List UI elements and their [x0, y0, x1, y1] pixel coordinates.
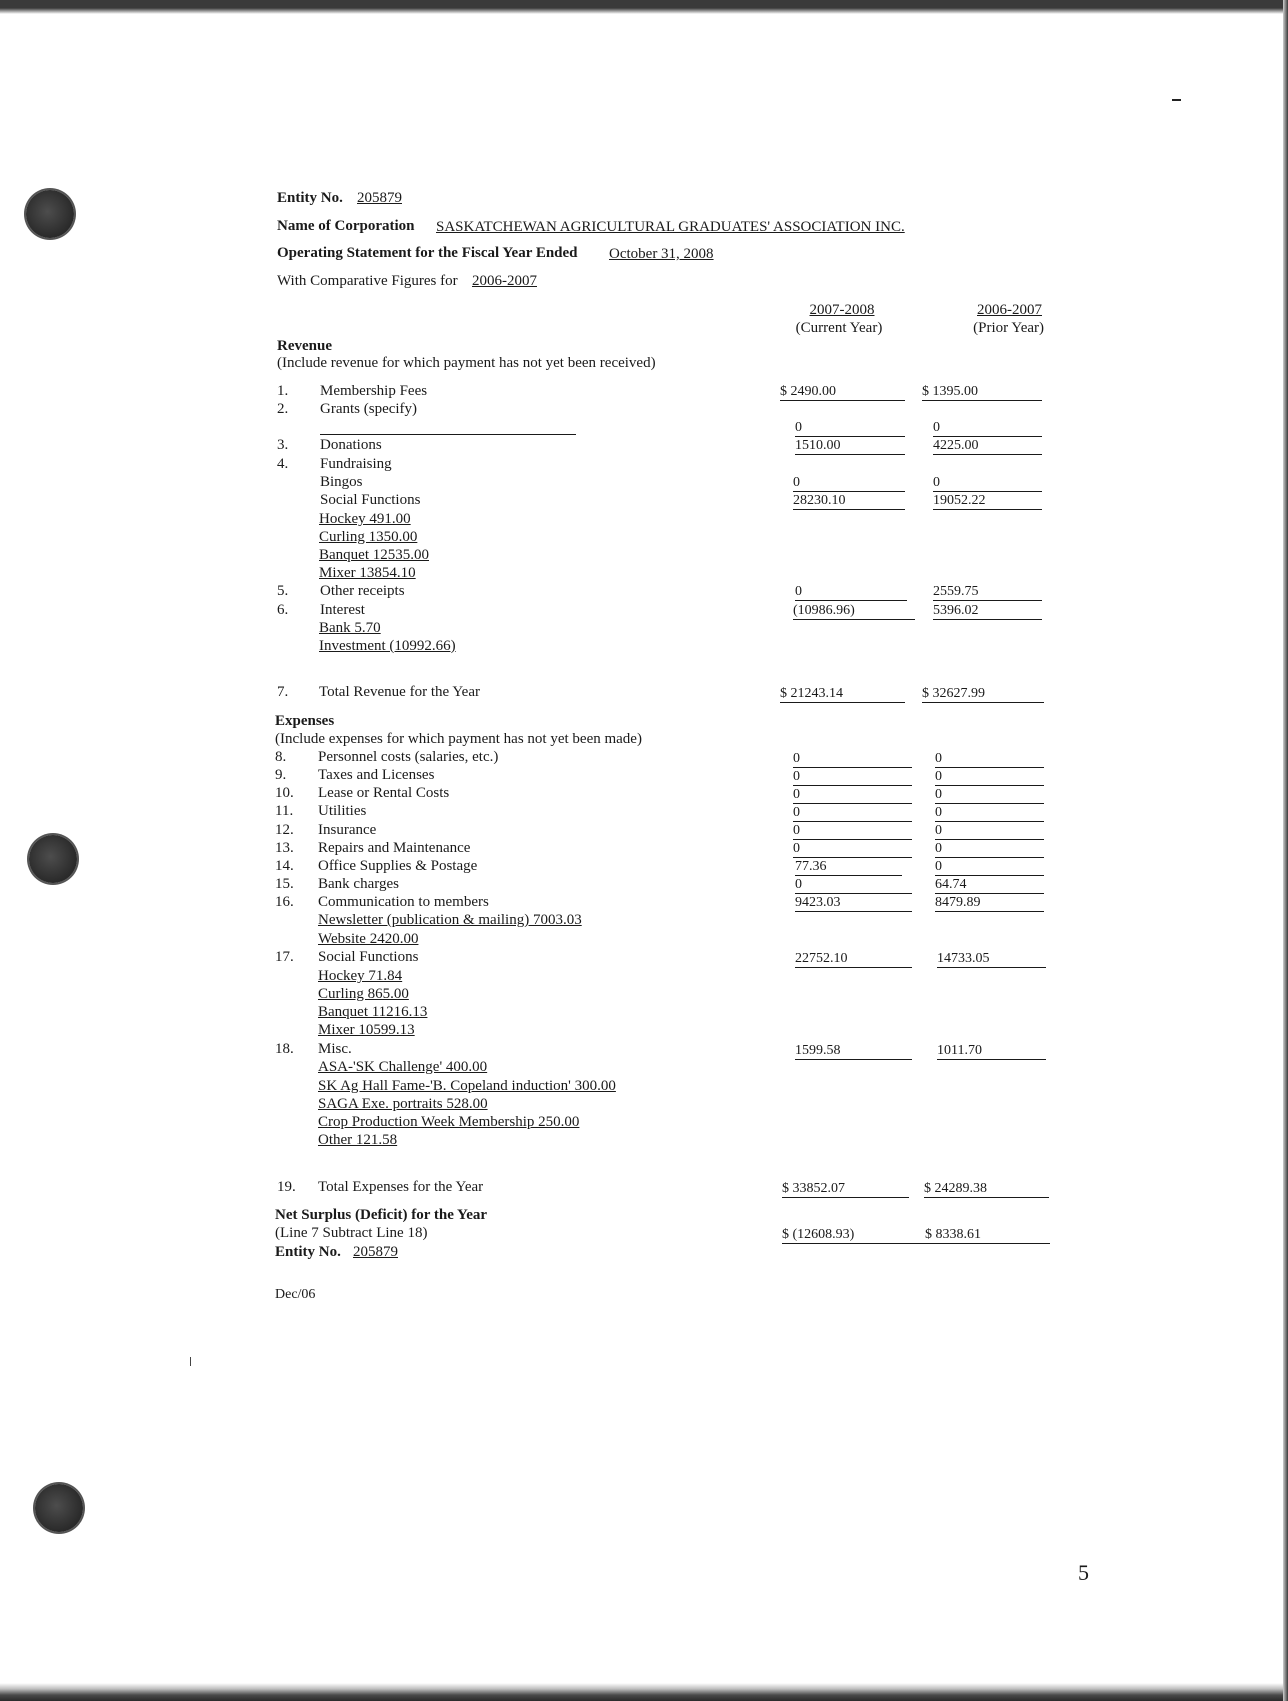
line-label: Office Supplies & Postage [318, 858, 478, 874]
entity-number: 205879 [357, 190, 402, 206]
scan-edge-right [1283, 0, 1288, 1701]
line-label: Bank charges [318, 876, 399, 892]
detail-item: SK Ag Hall Fame-'B. Copeland induction' 300.00 [318, 1078, 616, 1094]
prior-value: 0 [935, 840, 1044, 858]
current-value: 0 [793, 840, 912, 858]
current-value: 22752.10 [795, 950, 912, 968]
current-value: (10986.96) [793, 602, 915, 620]
current-value: 28230.10 [793, 492, 905, 510]
current-value: 9423.03 [795, 894, 912, 912]
fiscal-year-end: October 31, 2008 [609, 246, 714, 262]
entity-label: Entity No. [277, 190, 343, 206]
current-value: 77.36 [795, 858, 902, 876]
line-number: 6. [277, 602, 289, 618]
current-value: 0 [795, 419, 905, 437]
current-year-subheader: (Current Year) [795, 320, 883, 336]
detail-item: Bank 5.70 [319, 620, 381, 636]
revenue-note: (Include revenue for which payment has not yet been received) [277, 355, 656, 371]
detail-item: Hockey 71.84 [318, 968, 403, 984]
line-number: 7. [277, 684, 289, 700]
line-label: Other receipts [320, 583, 405, 599]
line-label: Lease or Rental Costs [318, 785, 450, 801]
line-label: Interest [320, 602, 365, 618]
line-label: Grants (specify) [320, 401, 418, 417]
footer-entity-number: 205879 [353, 1244, 398, 1260]
current-value: $ 2490.00 [780, 383, 905, 401]
line-label: Personnel costs (salaries, etc.) [318, 749, 499, 765]
prior-value: 8479.89 [935, 894, 1044, 912]
line-label: Utilities [318, 803, 367, 819]
prior-year-subheader: (Prior Year) [973, 320, 1044, 336]
punch-hole-bottom [35, 1484, 83, 1532]
line-label: Communication to members [318, 894, 489, 910]
current-value: 1510.00 [795, 437, 905, 455]
detail-item: Mixer 13854.10 [319, 565, 416, 581]
prior-value: 0 [935, 750, 1044, 768]
detail-item: Banquet 11216.13 [318, 1004, 428, 1020]
line-number: 14. [275, 858, 294, 874]
expenses-title: Expenses [275, 713, 335, 729]
line-number: 19. [277, 1179, 296, 1195]
detail-item: ASA-'SK Challenge' 400.00 [318, 1059, 488, 1075]
expenses-note: (Include expenses for which payment has not yet been made) [275, 731, 642, 747]
current-value: 0 [793, 768, 912, 786]
detail-item: Investment (10992.66) [319, 638, 456, 654]
line-label: Taxes and Licenses [318, 767, 435, 783]
current-value: 1599.58 [795, 1042, 912, 1060]
line-number: 16. [275, 894, 294, 910]
line-label: Misc. [318, 1041, 352, 1057]
line-number: 5. [277, 583, 289, 599]
comparative-years: 2006-2007 [472, 273, 537, 289]
detail-item: Hockey 491.00 [319, 511, 411, 527]
line-number: 8. [275, 749, 287, 765]
revenue-title: Revenue [277, 338, 332, 354]
prior-value: 0 [933, 474, 1042, 492]
line-number: 2. [277, 401, 289, 417]
detail-item: Crop Production Week Membership 250.00 [318, 1114, 580, 1130]
line-label: Social Functions [320, 492, 421, 508]
prior-value: 4225.00 [933, 437, 1042, 455]
line-number: 1. [277, 383, 289, 399]
punch-hole-middle [29, 835, 77, 883]
scan-edge-top [0, 0, 1288, 14]
prior-value: 0 [933, 419, 1042, 437]
total-revenue-current: $ 21243.14 [780, 685, 905, 703]
detail-item: Banquet 12535.00 [319, 547, 429, 563]
line-label: Donations [320, 437, 382, 453]
statement-label: Operating Statement for the Fiscal Year Ended [277, 245, 578, 261]
corporation-name: SASKATCHEWAN AGRICULTURAL GRADUATES' ASSOCIATION INC. [436, 219, 905, 235]
current-value: 0 [793, 474, 905, 492]
prior-value: 0 [935, 786, 1044, 804]
corporation-label: Name of Corporation [277, 218, 415, 234]
current-value: 0 [795, 583, 907, 601]
net-surplus-current: $ (12608.93) [782, 1226, 925, 1244]
current-value: 0 [793, 804, 912, 822]
total-revenue-label: Total Revenue for the Year [319, 684, 480, 700]
detail-item: Newsletter (publication & mailing) 7003.03 [318, 912, 582, 928]
net-surplus-prior: $ 8338.61 [925, 1226, 1050, 1244]
prior-value: 0 [935, 804, 1044, 822]
current-year-header: 2007-2008 [809, 302, 875, 318]
scan-edge-bottom [0, 1683, 1288, 1701]
prior-year-header: 2006-2007 [977, 302, 1042, 318]
line-number: 4. [277, 456, 289, 472]
prior-value: 5396.02 [933, 602, 1042, 620]
line-number: 9. [275, 767, 287, 783]
form-date: Dec/06 [275, 1287, 316, 1302]
detail-item: Mixer 10599.13 [318, 1022, 415, 1038]
line-label: Social Functions [318, 949, 419, 965]
line-number: 17. [275, 949, 294, 965]
page-number: 5 [1078, 1560, 1089, 1585]
prior-value: 0 [935, 768, 1044, 786]
prior-value: 1011.70 [937, 1042, 1046, 1060]
prior-value: 2559.75 [933, 583, 1042, 601]
current-value: 0 [793, 750, 912, 768]
current-value: 0 [793, 786, 912, 804]
line-number: 12. [275, 822, 294, 838]
prior-value: 19052.22 [933, 492, 1042, 510]
detail-item: SAGA Exe. portraits 528.00 [318, 1096, 488, 1112]
total-expenses-label: Total Expenses for the Year [318, 1179, 484, 1195]
punch-hole-top [26, 190, 74, 238]
scan-speck [190, 1357, 191, 1366]
line-number: 13. [275, 840, 294, 856]
prior-value: 0 [935, 858, 1044, 876]
prior-value: $ 1395.00 [922, 383, 1042, 401]
total-expenses-prior: $ 24289.38 [924, 1180, 1049, 1198]
prior-value: 64.74 [935, 876, 1044, 894]
detail-item: Other 121.58 [318, 1132, 398, 1148]
scan-speck [1172, 99, 1181, 101]
net-surplus-title: Net Surplus (Deficit) for the Year [275, 1207, 488, 1223]
total-revenue-prior: $ 32627.99 [922, 685, 1044, 703]
line-number: 18. [275, 1041, 294, 1057]
detail-item: Curling 865.00 [318, 986, 409, 1002]
line-number: 11. [275, 803, 294, 819]
line-label: Bingos [320, 474, 363, 490]
line-number: 10. [275, 785, 294, 801]
line-number: 3. [277, 437, 289, 453]
line-label: Repairs and Maintenance [318, 840, 471, 856]
prior-value: 14733.05 [937, 950, 1046, 968]
current-value: 0 [793, 822, 912, 840]
line-label: Fundraising [320, 456, 392, 472]
prior-value: 0 [935, 822, 1044, 840]
comparative-label: With Comparative Figures for [277, 273, 458, 289]
detail-item: Website 2420.00 [318, 931, 419, 947]
detail-item: Curling 1350.00 [319, 529, 418, 545]
current-value: 0 [795, 876, 912, 894]
net-surplus-note: (Line 7 Subtract Line 18) [275, 1225, 428, 1241]
line-label: Membership Fees [320, 383, 428, 399]
line-label: Insurance [318, 822, 377, 838]
total-expenses-current: $ 33852.07 [782, 1180, 909, 1198]
grants-specify-line [320, 434, 576, 435]
footer-entity-label: Entity No. [275, 1244, 341, 1260]
line-number: 15. [275, 876, 294, 892]
